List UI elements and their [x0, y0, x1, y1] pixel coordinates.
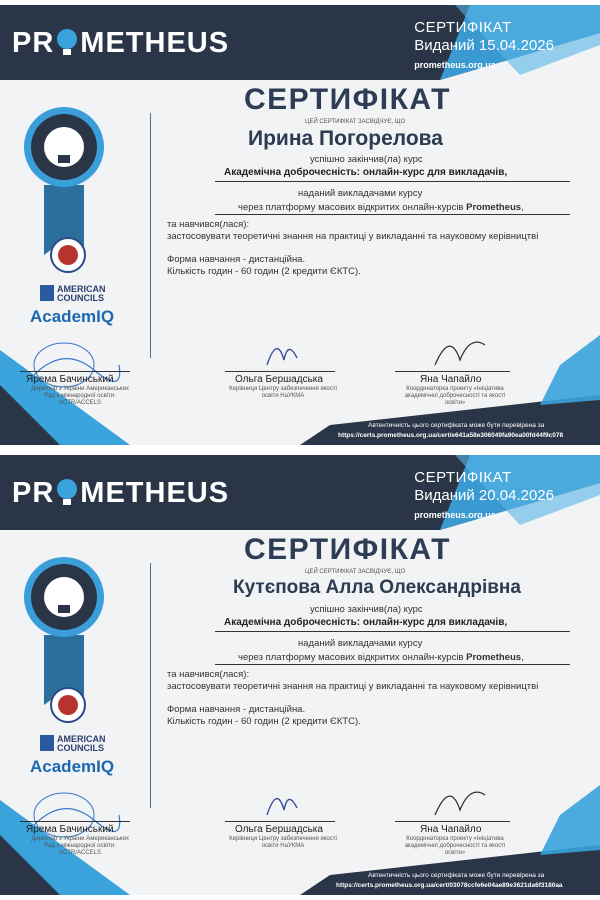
prometheus-logo: [12, 23, 229, 63]
signature-line: [20, 821, 130, 822]
signer-1-role: Директор з України Американських Рад з міжнародної освіти: ACTR/ACCELS: [31, 386, 129, 406]
certificate-1: [0, 5, 600, 445]
completed-line: успішно закінчив(ла) курс: [310, 604, 423, 615]
attests-line: ЦЕЙ СЕРТИФІКАТ ЗАСВІДЧУЄ, ЩО: [305, 119, 406, 125]
issue-date: Виданий 20.04.2026: [414, 487, 554, 504]
skill-line: застосовувати теоретичні знання на практиці у викладанні та науковому керівництві: [167, 681, 539, 692]
verification-link[interactable]: https://certs.prometheus.org.ua/cert/03078ccfe6e04ae89e3621da6f3180aa: [336, 882, 563, 889]
learned-label: та навчився(лася):: [167, 219, 250, 230]
american-councils-icon: [40, 735, 54, 751]
attests-line: ЦЕЙ СЕРТИФІКАТ ЗАСВІДЧУЄ, ЩО: [305, 569, 406, 575]
lightbulb-icon: [55, 477, 79, 509]
us-seal-icon: [50, 687, 86, 723]
platform-line: через платформу масових відкритих онлайн-курсів Prometheus,: [238, 202, 524, 213]
certificate-title: СЕРТИФІКАТ: [244, 533, 451, 566]
course-name: Академічна доброчесність: онлайн-курс для викладачів,: [224, 167, 508, 178]
signature-line: [395, 371, 510, 372]
signature-line: [20, 371, 130, 372]
signer-2-name: Ольга Бершадська: [235, 374, 323, 385]
footer-note: Автентичність цього сертифіката може бути перевірена за: [368, 872, 545, 879]
issue-date: Виданий 15.04.2026: [414, 37, 554, 54]
american-councils-logo: AMERICAN COUNCILS: [40, 285, 106, 303]
american-councils-icon: [40, 285, 54, 301]
header-info: [414, 469, 554, 520]
signature-line: [395, 821, 510, 822]
signature-icon: [262, 780, 302, 820]
logo-text-left: PR: [12, 477, 55, 509]
academiq-logo: AcademIQ: [30, 307, 115, 326]
recipient-name: Ирина Погорелова: [248, 127, 443, 150]
signer-3-name: Яна Чапайло: [420, 374, 482, 385]
platform-underline: [215, 664, 570, 665]
logo-text-right: METHEUS: [80, 27, 230, 59]
hours-line: Кількість годин - 60 годин (2 кредити ЄКТС).: [167, 266, 361, 277]
us-seal-icon: [50, 237, 86, 273]
signer-2-role: Керівниця Центру забезпечення якості освіти НаУКМА: [229, 836, 337, 849]
certificate-2: [0, 455, 600, 895]
signer-1-name: Ярема Бачинський: [26, 824, 114, 835]
completed-line: успішно закінчив(ла) курс: [310, 154, 423, 165]
header-label: СЕРТИФІКАТ: [414, 19, 512, 36]
logo-text-right: METHEUS: [80, 477, 230, 509]
academiq-logo: AcademIQ: [30, 757, 115, 776]
course-name: Академічна доброчесність: онлайн-курс для викладачів,: [224, 617, 508, 628]
recipient-name: Кутєпова Алла Олександрівна: [233, 577, 521, 598]
skill-line: застосовувати теоретичні знання на практиці у викладанні та науковому керівництві: [167, 231, 539, 242]
signer-2-name: Ольга Бершадська: [235, 824, 323, 835]
platform-line: через платформу масових відкритих онлайн-курсів Prometheus,: [238, 652, 524, 663]
hours-line: Кількість годин - 60 годин (2 кредити ЄКТС).: [167, 716, 361, 727]
course-underline: [215, 181, 570, 182]
signer-2-role: Керівниця Центру забезпечення якості освіти НаУКМА: [229, 386, 337, 399]
signer-3-role: Координаторка проекту «Ініціатива академічної доброчесності та якості освіти»: [404, 386, 506, 406]
course-underline: [215, 631, 570, 632]
signer-3-name: Яна Чапайло: [420, 824, 482, 835]
signer-1-name: Ярема Бачинський: [26, 374, 114, 385]
header-label: СЕРТИФІКАТ: [414, 469, 512, 486]
lightbulb-icon: [55, 27, 79, 59]
platform-underline: [215, 214, 570, 215]
learned-label: та навчився(лася):: [167, 669, 250, 680]
signature-line: [225, 821, 335, 822]
provided-by: наданий викладачами курсу: [298, 188, 423, 199]
american-councils-logo: AMERICAN COUNCILS: [40, 735, 106, 753]
provided-by: наданий викладачами курсу: [298, 638, 423, 649]
logo-text-left: PR: [12, 27, 55, 59]
signer-1-role: Директор з України Американських Рад з міжнародної освіти: ACTR/ACCELS: [31, 836, 129, 856]
signature-line: [225, 371, 335, 372]
form-line: Форма навчання - дистанційна.: [167, 254, 306, 265]
footer-note: Автентичність цього сертифіката може бути перевірена за: [368, 422, 545, 429]
verification-link[interactable]: https://certs.prometheus.org.ua/cert/e641a58e306049fa90ea00fd44f9c078: [338, 432, 564, 439]
signature-icon: [430, 775, 490, 820]
prometheus-logo: [12, 473, 229, 513]
signature-icon: [262, 330, 302, 370]
site-link[interactable]: prometheus.org.ua: [414, 510, 496, 520]
signature-icon: [430, 325, 490, 370]
signer-3-role: Координаторка проекту «Ініціатива академічної доброчесності та якості освіти»: [404, 836, 506, 856]
certificate-title: СЕРТИФІКАТ: [244, 83, 451, 116]
divider-line: [150, 113, 151, 358]
site-link[interactable]: prometheus.org.ua: [414, 60, 496, 70]
form-line: Форма навчання - дистанційна.: [167, 704, 306, 715]
divider-line: [150, 563, 151, 808]
header-info: [414, 19, 554, 70]
